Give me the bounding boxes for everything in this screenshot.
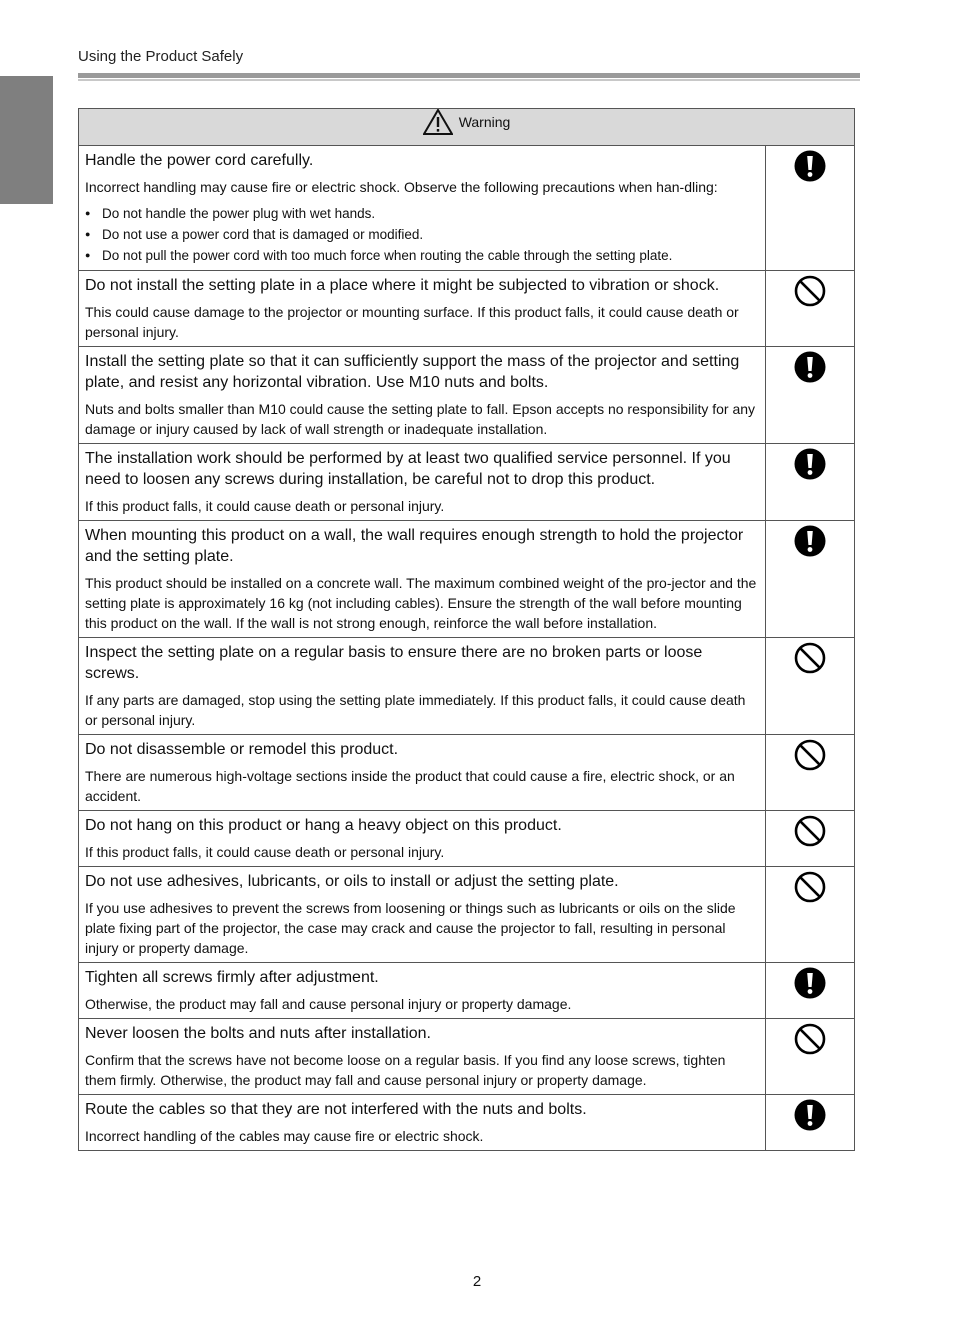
warning-text-cell [79,867,766,963]
symbol-cell [766,963,855,1019]
prohibition-icon [794,642,826,674]
symbol-cell [766,347,855,444]
warning-description: Incorrect handling may cause fire or electric shock. Observe the following precautions when han-dling: [85,179,718,195]
warning-row [79,1095,855,1151]
symbol-cell [766,444,855,521]
warning-title: Do not install the setting plate in a place where it might be subjected to vibration or shock. [85,277,720,294]
prohibition-icon [794,871,826,903]
warning-text-cell [79,735,766,811]
symbol-cell [766,867,855,963]
exclamation-icon [794,448,826,480]
warning-description: This could cause damage to the projector or mounting surface. If this product falls, it could cause death or personal injury. [85,304,739,340]
warning-text-cell [79,1019,766,1095]
symbol-cell [766,1019,855,1095]
exclamation-icon [794,525,826,557]
warning-title: Do not disassemble or remodel this product. [85,741,399,758]
warning-title: Never loosen the bolts and nuts after installation. [85,1025,431,1042]
warning-row [79,867,855,963]
warning-text-cell [79,347,766,444]
warning-description: If any parts are damaged, stop using the setting plate immediately. If this product falls, it could cause death or personal injury. [85,692,746,728]
header-rule-shadow [78,79,860,81]
warning-description: If this product falls, it could cause death or personal injury. [85,498,445,514]
exclamation-icon [794,967,826,999]
warning-row [79,347,855,444]
prohibition-icon [794,275,826,307]
prohibition-icon [794,739,826,771]
symbol-cell [766,271,855,347]
warning-description: Confirm that the screws have not become loose on a regular basis. If you find any loose screws, tighten them firmly. Otherwise, the product may fall and cause personal injury or property damage. [85,1052,726,1088]
warning-row [79,1019,855,1095]
symbol-cell [766,1095,855,1151]
warning-title: When mounting this product on a wall, the wall requires enough strength to hold the projector and the setting plate. [85,527,744,565]
warning-row [79,811,855,867]
warning-row [79,638,855,735]
warning-description: There are numerous high-voltage sections inside the product that could cause a fire, electric shock, or an accident. [85,768,735,804]
exclamation-icon [794,150,826,182]
warning-row [79,271,855,347]
symbol-cell [766,521,855,638]
warning-text-cell [79,271,766,347]
warning-table-header [79,109,855,146]
prohibition-icon [794,815,826,847]
symbol-cell [766,638,855,735]
section-tab [0,76,53,204]
warning-description: Incorrect handling of the cables may cause fire or electric shock. [85,1128,484,1144]
precaution-item: ● Do not use a power cord that is damaged or modified. [102,224,759,245]
header-rule [78,73,860,78]
prohibition-icon [794,1023,826,1055]
warning-description: Nuts and bolts smaller than M10 could cause the setting plate to fall. Epson accepts no responsibility for any damage or injury caused by lack of wall strength or inadequate installation. [85,401,756,437]
warning-description: If this product falls, it could cause death or personal injury. [85,844,445,860]
precaution-list [85,203,759,266]
exclamation-icon [794,1099,826,1131]
warning-text-cell [79,444,766,521]
warning-row [79,521,855,638]
warning-text-cell [79,1095,766,1151]
warning-title: Do not use adhesives, lubricants, or oils to install or adjust the setting plate. [85,873,619,890]
warning-title: Install the setting plate so that it can sufficiently support the mass of the projector and setting plate, and resist any horizontal vibration. Use M10 nuts and bolts. [85,353,740,391]
warning-text-cell [79,146,766,271]
warning-title: The installation work should be performed by at least two qualified service personnel. If you need to loosen any screws during installation, be careful not to drop this product. [85,450,731,488]
warning-row [79,963,855,1019]
warning-heading: Warning [458,114,511,130]
warning-title: Handle the power cord carefully. [85,152,314,169]
warning-row [79,735,855,811]
warning-table [78,108,855,1151]
warning-text-cell [79,638,766,735]
symbol-cell [766,735,855,811]
warning-triangle-icon [423,109,453,135]
warning-row [79,146,855,271]
page-number: 2 [472,1273,482,1290]
warning-text-cell [79,811,766,867]
warning-title: Tighten all screws firmly after adjustment. [85,969,379,986]
warning-title: Inspect the setting plate on a regular basis to ensure there are no broken parts or loose screws. [85,644,703,682]
warning-description: If you use adhesives to prevent the screws from loosening or things such as lubricants or oils on the slide plate fixing part of the projector, the case may crack and cause the projector to fall, resulting in personal injury or property damage. [85,900,736,956]
precaution-item: ● Do not pull the power cord with too much force when routing the cable through the setting plate. [102,245,759,266]
warning-title: Do not hang on this product or hang a heavy object on this product. [85,817,562,834]
precaution-item: ● Do not handle the power plug with wet hands. [102,203,759,224]
warning-title: Route the cables so that they are not interfered with the nuts and bolts. [85,1101,587,1118]
warning-description: This product should be installed on a concrete wall. The maximum combined weight of the pro-jector and the setting plate is approximately 16 kg (not including cables). Ensure the strength of the wall before mounting this product on the wall. If the wall is not strong enough, reinforce the wall before installation. [85,575,757,631]
warning-text-cell [79,963,766,1019]
symbol-cell [766,146,855,271]
exclamation-icon [794,351,826,383]
warning-description: Otherwise, the product may fall and cause personal injury or property damage. [85,996,572,1012]
warning-text-cell [79,521,766,638]
symbol-cell [766,811,855,867]
running-head: Using the Product Safely [78,48,244,65]
warning-row [79,444,855,521]
